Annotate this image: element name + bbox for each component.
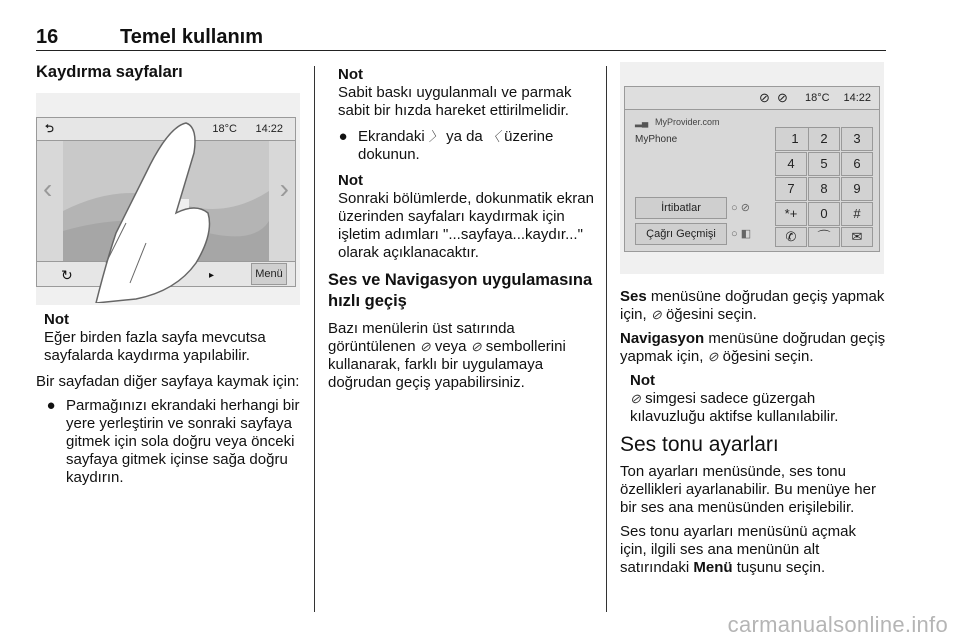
page-header [36,26,886,51]
bullet-text-mid: ya da [446,128,483,145]
menu-label: Menü [693,559,733,576]
note-text: Sabit baskı uygulanmalı ve parmak sabit bir hızda hareket ettirilmelidir. [338,84,572,119]
back-icon: ⮌ [45,123,54,135]
bullet-item [36,397,300,487]
audio-text: menüsüne doğrudan geçiş yapmak için, [620,288,885,323]
bullet-icon: ● [46,397,56,414]
audio-paragraph [620,288,886,324]
key-1[interactable]: 1 [775,127,815,151]
key-star-plus[interactable]: *+ [775,202,807,226]
play-icon[interactable]: ▸ [209,270,215,281]
key-5[interactable]: 5 [808,152,840,176]
repeat-icon[interactable]: ↻ [61,267,73,283]
para-text-post: tuşunu seçin. [736,559,826,576]
quick-switch-heading: Ses ve Navigasyon uygulamasına hızlı geçiş [328,271,593,310]
key-4[interactable]: 4 [775,152,807,176]
note-title: Not [338,172,363,189]
column-3 [620,62,886,583]
note-title: Not [338,66,363,83]
chevron-right-icon: 〉 [428,129,442,144]
note-text: Eğer birden fazla sayfa mevcutsa sayfalarda kaydırma yapılabilir. [44,329,266,364]
key-2[interactable]: 2 [808,127,840,151]
scroll-pages-heading: Kaydırma sayfaları [36,63,183,81]
page-number: 16 [36,26,59,48]
paragraph [328,320,596,392]
audio-icon: ⊘ [650,307,662,322]
key-8[interactable]: 8 [808,177,840,201]
column-1 [36,62,300,487]
chevron-right-icon[interactable]: › [279,173,289,204]
paragraph: Ton ayarları menüsünde, ses tonu özellikleri ayarlanabilir. Bu menüye her bir ses ana menüsünden erişilebilir. [620,463,876,516]
phone-screen-mockup [624,86,880,252]
paragraph [620,523,886,577]
navigation-icon: ⊘ [470,339,482,354]
paragraph: Bir sayfadan diğer sayfaya kaymak için: [36,373,300,390]
navigation-icon: ⊘ [630,391,641,406]
note-title: Not [630,372,655,389]
swipe-figure [36,93,300,305]
bullet-text-pre: Ekrandaki [358,128,425,145]
phone-name: MyPhone [635,134,678,145]
navigation-label: Navigasyon [620,330,705,347]
navigation-paragraph [620,330,886,366]
audio-label: Ses [620,288,647,305]
temperature: 18°C [212,123,237,135]
call-history-button[interactable]: Çağrı Geçmişi [635,223,727,245]
audio-text-end: öğesini seçin. [665,306,757,323]
clock: 14:22 [255,123,283,135]
status-bar [625,87,879,110]
para-text-post: sembollerini kullanarak, farklı bir uygulamaya doğrudan geçiş yapabilirsiniz. [328,338,566,391]
key-6[interactable]: 6 [841,152,873,176]
note-text: Sonraki bölümlerde, dokunmatik ekran üzerinden sayfaları kaydırmak için işletim adımları "...sayfaya...kaydır..." olarak açıklanacaktır. [338,190,594,261]
bullet-icon: ● [338,128,348,145]
navigation-icon[interactable]: ⊘ [777,90,788,105]
audio-icon[interactable]: ⊘ [759,90,770,105]
para-text-pre: Ses tonu ayarları menüsünü açmak için, ilgili ses ana menünün alt satırındaki [620,523,856,576]
key-0[interactable]: 0 [808,202,840,226]
navigation-icon: ⊘ [707,349,719,364]
hand-icon [76,113,216,303]
bullet-text-post: üzerine dokunun. [358,128,554,163]
section-title: Temel kullanım [120,26,264,48]
speaker-icon[interactable]: ○ ◧ [731,228,752,240]
mute-mic-icon[interactable]: ○ ⊘ [731,202,750,214]
para-text-pre: Bazı menülerin üst satırında görüntülenen [328,320,515,355]
hang-up-icon[interactable]: ⌒ [808,227,840,247]
audio-icon: ⊘ [419,339,431,354]
temperature: 18°C [805,92,830,104]
chevron-left-icon: 〈 [486,129,500,144]
provider-name: MyProvider.com [655,117,720,127]
column-divider-1 [314,66,315,612]
menu-button[interactable]: Menü [251,263,287,285]
watermark: carmanualsonline.info [727,612,948,637]
note-title: Not [44,311,69,328]
key-7[interactable]: 7 [775,177,807,201]
call-icon[interactable]: ✆ [775,227,807,247]
key-3[interactable]: 3 [841,127,873,151]
column-2 [328,62,596,398]
phone-figure [620,62,884,274]
navigation-text-end: öğesini seçin. [722,348,814,365]
chevron-left-icon[interactable]: ‹ [43,173,53,204]
key-hash[interactable]: # [841,202,873,226]
bullet-text: Parmağınızı ekrandaki herhangi bir yere yerleştirin ve sonraki sayfaya gitmek için sola doğru veya önceki sayfaya gitmek içinse sağa doğru kaydırın. [66,397,300,486]
clock: 14:22 [843,92,871,104]
navigation-text: menüsüne doğrudan geçiş yapmak için, [620,330,886,365]
para-text-mid: veya [434,338,467,355]
bullet-item [328,128,596,164]
note-text [630,390,886,426]
tone-settings-heading: Ses tonu ayarları [620,433,779,456]
note-text-body: simgesi sadece güzergah kılavuzluğu aktifse kullanılabilir. [630,390,839,425]
signal-icon: ▂▄ [635,117,649,127]
voicemail-icon[interactable]: ✉ [841,227,873,247]
contacts-button[interactable]: İrtibatlar [635,197,727,219]
key-9[interactable]: 9 [841,177,873,201]
column-divider-2 [606,66,607,612]
